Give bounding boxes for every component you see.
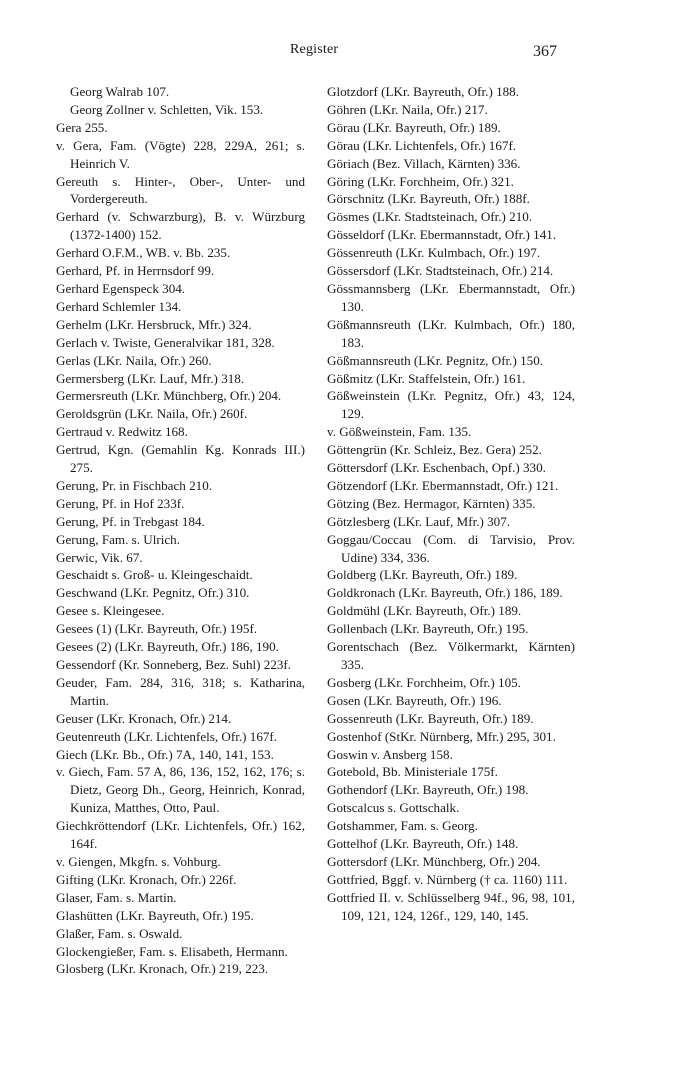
index-entry: Goldberg (LKr. Bayreuth, Ofr.) 189. xyxy=(327,567,518,583)
index-entry: Gesee s. Kleingesee. xyxy=(56,603,165,619)
index-entry: Görau (LKr. Lichtenfels, Ofr.) 167f. xyxy=(327,137,517,153)
index-entry: Gesees (2) (LKr. Bayreuth, Ofr.) 186, 190. xyxy=(56,639,279,655)
index-entry: Gera 255. xyxy=(56,119,108,135)
index-entry: Goggau/Coccau (Com. di Tarvisio, Prov. Udine) 334, 336. xyxy=(327,531,575,565)
index-entry: Gössersdorf (LKr. Stadtsteinach, Ofr.) 214. xyxy=(327,263,554,279)
index-entry: v. Gößweinstein, Fam. 135. xyxy=(327,424,472,440)
index-entry: Goldmühl (LKr. Bayreuth, Ofr.) 189. xyxy=(327,603,522,619)
index-entry: Gothendorf (LKr. Bayreuth, Ofr.) 198. xyxy=(327,782,529,798)
index-entry: Gertrud, Kgn. (Gemahlin Kg. Konrads III.) 275. xyxy=(56,442,305,476)
index-entry: Gerlas (LKr. Naila, Ofr.) 260. xyxy=(56,352,212,368)
index-entry: v. Giech, Fam. 57 A, 86, 136, 152, 162, 176; s. Dietz, Georg Dh., Georg, Heinrich, Konrad, Kuniza, Matthes, Otto, Paul. xyxy=(56,764,305,816)
index-entry: Glockengießer, Fam. s. Elisabeth, Hermann. xyxy=(56,943,288,959)
index-entry: Glotzdorf (LKr. Bayreuth, Ofr.) 188. xyxy=(327,84,519,99)
index-entry: Göhren (LKr. Naila, Ofr.) 217. xyxy=(327,101,488,117)
index-entry: Geutenreuth (LKr. Lichtenfels, Ofr.) 167f. xyxy=(56,728,278,744)
index-entry: Geschaidt s. Groß- u. Kleingeschaidt. xyxy=(56,567,253,583)
index-entry: Gereuth s. Hinter-, Ober-, Unter- und Vordergereuth. xyxy=(56,173,305,207)
index-entry: Goldkronach (LKr. Bayreuth, Ofr.) 186, 189. xyxy=(327,585,563,601)
index-entry: Gössenreuth (LKr. Kulmbach, Ofr.) 197. xyxy=(327,245,541,261)
index-entry: Glaßer, Fam. s. Oswald. xyxy=(56,925,183,941)
index-entry: Gollenbach (LKr. Bayreuth, Ofr.) 195. xyxy=(327,621,529,637)
index-entry: Gößmitz (LKr. Staffelstein, Ofr.) 161. xyxy=(327,370,526,386)
index-entry: Germersberg (LKr. Lauf, Mfr.) 318. xyxy=(56,370,245,386)
index-entry: Gösmes (LKr. Stadtsteinach, Ofr.) 210. xyxy=(327,209,533,225)
index-entry: Görau (LKr. Bayreuth, Ofr.) 189. xyxy=(327,119,501,135)
index-entry: Goswin v. Ansberg 158. xyxy=(327,746,453,762)
index-entry: Georg Zollner v. Schletten, Vik. 153. xyxy=(70,101,264,117)
index-entry: Göriach (Bez. Villach, Kärnten) 336. xyxy=(327,155,521,171)
running-head: Register xyxy=(290,42,339,57)
index-column-left xyxy=(56,83,305,978)
index-entry: Gerung, Pr. in Fischbach 210. xyxy=(56,477,213,493)
index-entry: Görschnitz (LKr. Bayreuth, Ofr.) 188f. xyxy=(327,191,530,207)
index-entry: Gostenhof (StKr. Nürnberg, Mfr.) 295, 301. xyxy=(327,728,556,744)
index-entry: Gottelhof (LKr. Bayreuth, Ofr.) 148. xyxy=(327,836,519,852)
index-entry: Geroldsgrün (LKr. Naila, Ofr.) 260f. xyxy=(56,406,248,422)
index-entry: Geuser (LKr. Kronach, Ofr.) 214. xyxy=(56,710,232,726)
index-entry: Gerlach v. Twiste, Generalvikar 181, 328. xyxy=(56,334,275,350)
index-entry: Gossenreuth (LKr. Bayreuth, Ofr.) 189. xyxy=(327,710,534,726)
index-entry: Gerhard O.F.M., WB. v. Bb. 235. xyxy=(56,245,231,261)
page-number: 367 xyxy=(533,43,557,60)
index-entry: Gotshammer, Fam. s. Georg. xyxy=(327,818,478,834)
index-entry: Gößmannsreuth (LKr. Pegnitz, Ofr.) 150. xyxy=(327,352,544,368)
index-entry: Glosberg (LKr. Kronach, Ofr.) 219, 223. xyxy=(56,961,269,977)
index-entry: Götzing (Bez. Hermagor, Kärnten) 335. xyxy=(327,495,536,511)
index-entry: Gertraud v. Redwitz 168. xyxy=(56,424,188,440)
index-entry: Gosen (LKr. Bayreuth, Ofr.) 196. xyxy=(327,692,502,708)
index-entry: Gorentschach (Bez. Völkermarkt, Kärnten) 335. xyxy=(327,639,575,672)
index-entry: Gößmannsreuth (LKr. Kulmbach, Ofr.) 180, 183. xyxy=(327,316,575,350)
index-entry: Gessendorf (Kr. Sonneberg, Bez. Suhl) 223f. xyxy=(56,657,292,672)
index-entry: Gottersdorf (LKr. Münchberg, Ofr.) 204. xyxy=(327,853,541,869)
index-entry: Gerung, Pf. in Trebgast 184. xyxy=(56,513,205,529)
index-entry: Geschwand (LKr. Pegnitz, Ofr.) 310. xyxy=(56,585,250,601)
index-entry: Giech (LKr. Bb., Ofr.) 7A, 140, 141, 153. xyxy=(56,746,274,762)
index-entry: Gotebold, Bb. Ministeriale 175f. xyxy=(327,764,498,780)
index-entry: Gottfried, Bggf. v. Nürnberg († ca. 1160) 111. xyxy=(327,871,568,887)
index-entry: Göttengrün (Kr. Schleiz, Bez. Gera) 252. xyxy=(327,442,542,458)
index-entry: v. Gera, Fam. (Vögte) 228, 229A, 261; s. Heinrich V. xyxy=(56,137,305,171)
index-entry: Gerhard Egenspeck 304. xyxy=(56,280,186,296)
index-entry: Gesees (1) (LKr. Bayreuth, Ofr.) 195f. xyxy=(56,621,258,637)
index-entry: Gifting (LKr. Kronach, Ofr.) 226f. xyxy=(56,871,237,887)
index-entry: Gerung, Fam. s. Ulrich. xyxy=(56,531,181,547)
index-entry: Gotscalcus s. Gottschalk. xyxy=(327,800,460,816)
index-entry: Gerhard Schlemler 134. xyxy=(56,298,182,314)
index-entry: v. Giengen, Mkgfn. s. Vohburg. xyxy=(56,853,221,869)
index-entry: Gößweinstein (LKr. Pegnitz, Ofr.) 43, 124, 129. xyxy=(327,388,575,422)
index-entry: Gössmannsberg (LKr. Ebermannstadt, Ofr.) 130. xyxy=(327,280,575,314)
index-entry: Gösseldorf (LKr. Ebermannstadt, Ofr.) 141. xyxy=(327,227,557,243)
index-entry: Geuder, Fam. 284, 316, 318; s. Katharina, Martin. xyxy=(56,674,305,708)
index-entry: Glashütten (LKr. Bayreuth, Ofr.) 195. xyxy=(56,907,254,923)
index-entry: Georg Walrab 107. xyxy=(70,84,170,99)
index-entry: Götzlesberg (LKr. Lauf, Mfr.) 307. xyxy=(327,513,511,529)
index-entry: Gottfried II. v. Schlüsselberg 94f., 96, 98, 101, 109, 121, 124, 126f., 129, 140, 145. xyxy=(327,889,575,923)
index-entry: Gerhard (v. Schwarzburg), B. v. Würzburg (1372-1400) 152. xyxy=(56,209,305,243)
index-entry: Gerwic, Vik. 67. xyxy=(56,549,143,565)
index-entry: Gosberg (LKr. Forchheim, Ofr.) 105. xyxy=(327,674,521,690)
index-entry: Germersreuth (LKr. Münchberg, Ofr.) 204. xyxy=(56,388,282,404)
index-entry: Gerhard, Pf. in Herrnsdorf 99. xyxy=(56,263,215,279)
index-entry: Göring (LKr. Forchheim, Ofr.) 321. xyxy=(327,173,514,189)
index-entry: Götzendorf (LKr. Ebermannstadt, Ofr.) 121. xyxy=(327,477,559,493)
index-column-right xyxy=(327,83,575,925)
index-entry: Giechkröttendorf (LKr. Lichtenfels, Ofr.) 162, 164f. xyxy=(56,818,305,852)
index-entry: Gerung, Pf. in Hof 233f. xyxy=(56,495,185,511)
index-entry: Glaser, Fam. s. Martin. xyxy=(56,889,177,905)
index-entry: Gerhelm (LKr. Hersbruck, Mfr.) 324. xyxy=(56,316,252,332)
index-entry: Göttersdorf (LKr. Eschenbach, Opf.) 330. xyxy=(327,460,546,476)
